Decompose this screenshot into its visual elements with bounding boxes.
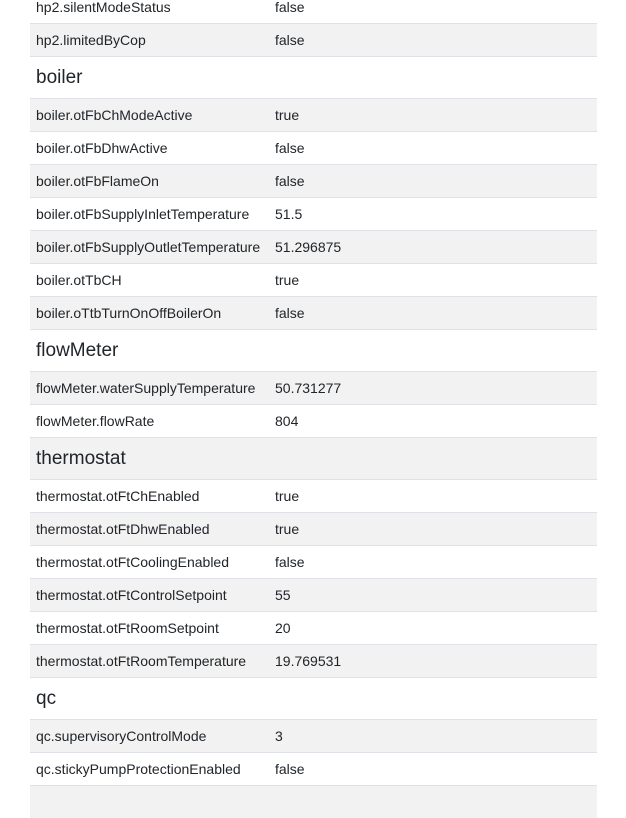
property-key: thermostat.otFtRoomTemperature [36, 653, 247, 669]
property-value: 3 [275, 728, 283, 744]
section-heading: qc [30, 677, 597, 719]
table-row [30, 98, 597, 131]
table-row [30, 644, 597, 677]
property-value: false [275, 554, 305, 570]
property-key: thermostat.otFtControlSetpoint [36, 587, 227, 603]
property-value: true [275, 521, 300, 537]
table-row [30, 578, 597, 611]
property-key: boiler.oTtbTurnOnOffBoilerOn [36, 305, 222, 321]
property-key: boiler.otFbFlameOn [36, 173, 159, 189]
property-key: hp2.limitedByCop [36, 32, 146, 48]
property-key: boiler.otFbDhwActive [36, 140, 168, 156]
property-value: false [275, 305, 305, 321]
table-row [30, 131, 597, 164]
table-row [30, 0, 597, 23]
table-row [30, 263, 597, 296]
property-value: true [275, 272, 300, 288]
table-row [30, 785, 597, 818]
property-key: boiler.otFbSupplyInletTemperature [36, 206, 250, 222]
property-key: thermostat.otFtDhwEnabled [36, 521, 210, 537]
property-value: true [275, 107, 300, 123]
property-key: flowMeter.waterSupplyTemperature [36, 380, 256, 396]
property-key: thermostat.otFtRoomSetpoint [36, 620, 219, 636]
property-value: false [275, 173, 305, 189]
property-value: 51.296875 [275, 239, 342, 255]
property-value: 50.731277 [275, 380, 342, 396]
property-value: 804 [275, 413, 299, 429]
section-heading: boiler [30, 56, 597, 98]
table-row [30, 719, 597, 752]
property-value: false [275, 140, 305, 156]
property-value: false [275, 761, 305, 777]
property-key: boiler.otFbChModeActive [36, 107, 193, 123]
table-row [30, 545, 597, 578]
table-row [30, 611, 597, 644]
property-key: boiler.otTbCH [36, 272, 122, 288]
property-key: flowMeter.flowRate [36, 413, 155, 429]
section-heading: thermostat [30, 437, 597, 479]
table-row [30, 230, 597, 263]
property-key: thermostat.otFtChEnabled [36, 488, 200, 504]
property-value: false [275, 0, 305, 15]
property-key: thermostat.otFtCoolingEnabled [36, 554, 229, 570]
property-value: 20 [275, 620, 291, 636]
table-row [30, 371, 597, 404]
table-row [30, 479, 597, 512]
property-value: 51.5 [275, 206, 303, 222]
table-row [30, 296, 597, 329]
property-value: true [275, 488, 300, 504]
property-value: false [275, 32, 305, 48]
table-row [30, 23, 597, 56]
table-row [30, 512, 597, 545]
table-row [30, 404, 597, 437]
property-key: hp2.silentModeStatus [36, 0, 171, 15]
property-key: qc.supervisoryControlMode [36, 728, 207, 744]
property-value: 55 [275, 587, 291, 603]
property-value: 19.769531 [275, 653, 342, 669]
table-row [30, 197, 597, 230]
table-row [30, 752, 597, 785]
status-table [30, 0, 597, 818]
property-key: qc.stickyPumpProtectionEnabled [36, 761, 241, 777]
property-key: boiler.otFbSupplyOutletTemperature [36, 239, 261, 255]
table-row [30, 164, 597, 197]
section-heading: flowMeter [30, 329, 597, 371]
